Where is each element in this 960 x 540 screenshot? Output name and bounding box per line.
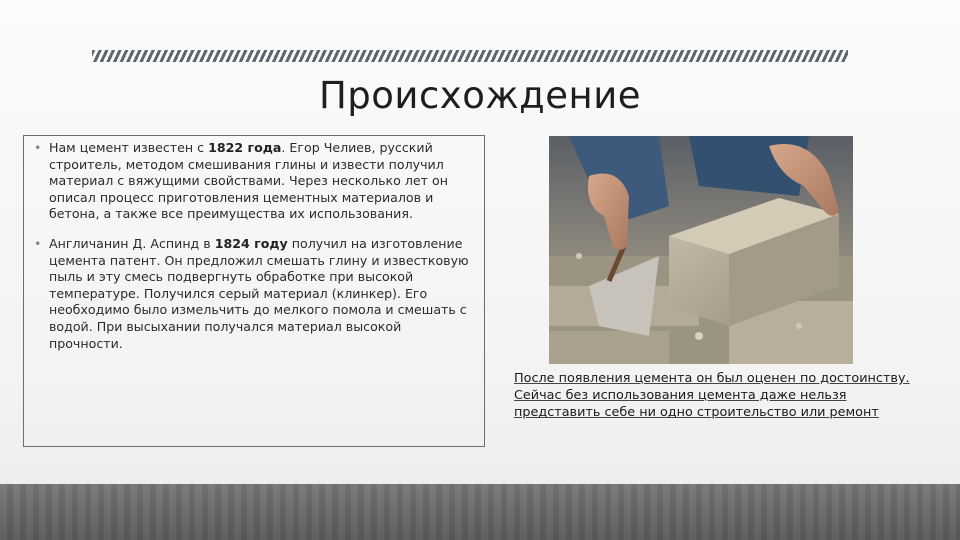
decorative-stripe [92,50,848,62]
floor-band [0,484,960,540]
bullet-text-bold: 1824 году [214,235,288,251]
bullet-text-bold: 1822 года [208,140,282,155]
bullet-text-pre: Нам цемент известен с [49,140,209,155]
bullet-text-post: получил на изготовление цемента патент. Он предложил смешать глину и известковую пыль и эту смесь подвергнуть обработке при высокой температуре. Получился серый материал (клинкер). Его необходимо было измельчить до мелкого помола и смешать с водой. При высыхании получался материал высокой прочности. [49,235,469,351]
photo-caption: После появления цемента он был оценен по достоинству. Сейчас без использования цемента даже нельзя представить себе ни одно строительство или ремонт [514,371,910,421]
bullet-text-post: . Егор Челиев, русский строитель, методом смешивания глины и извести получил материал с вяжущими свойствами. Через несколько лет он описал процесс приготовления цементных материалов и бетона, а также все преимущества их использования. [49,140,448,222]
slide-title: Происхождение [318,74,642,117]
bullet-icon: • [34,235,42,251]
text-box [23,135,485,447]
bullet-item [32,140,476,223]
bullet-text-pre: Англичанин Д. Аспинд в [49,235,215,251]
bullet-icon: • [34,140,42,155]
bricklaying-image [549,136,853,364]
bricklaying-photo [549,136,853,364]
bullet-item [32,236,476,352]
